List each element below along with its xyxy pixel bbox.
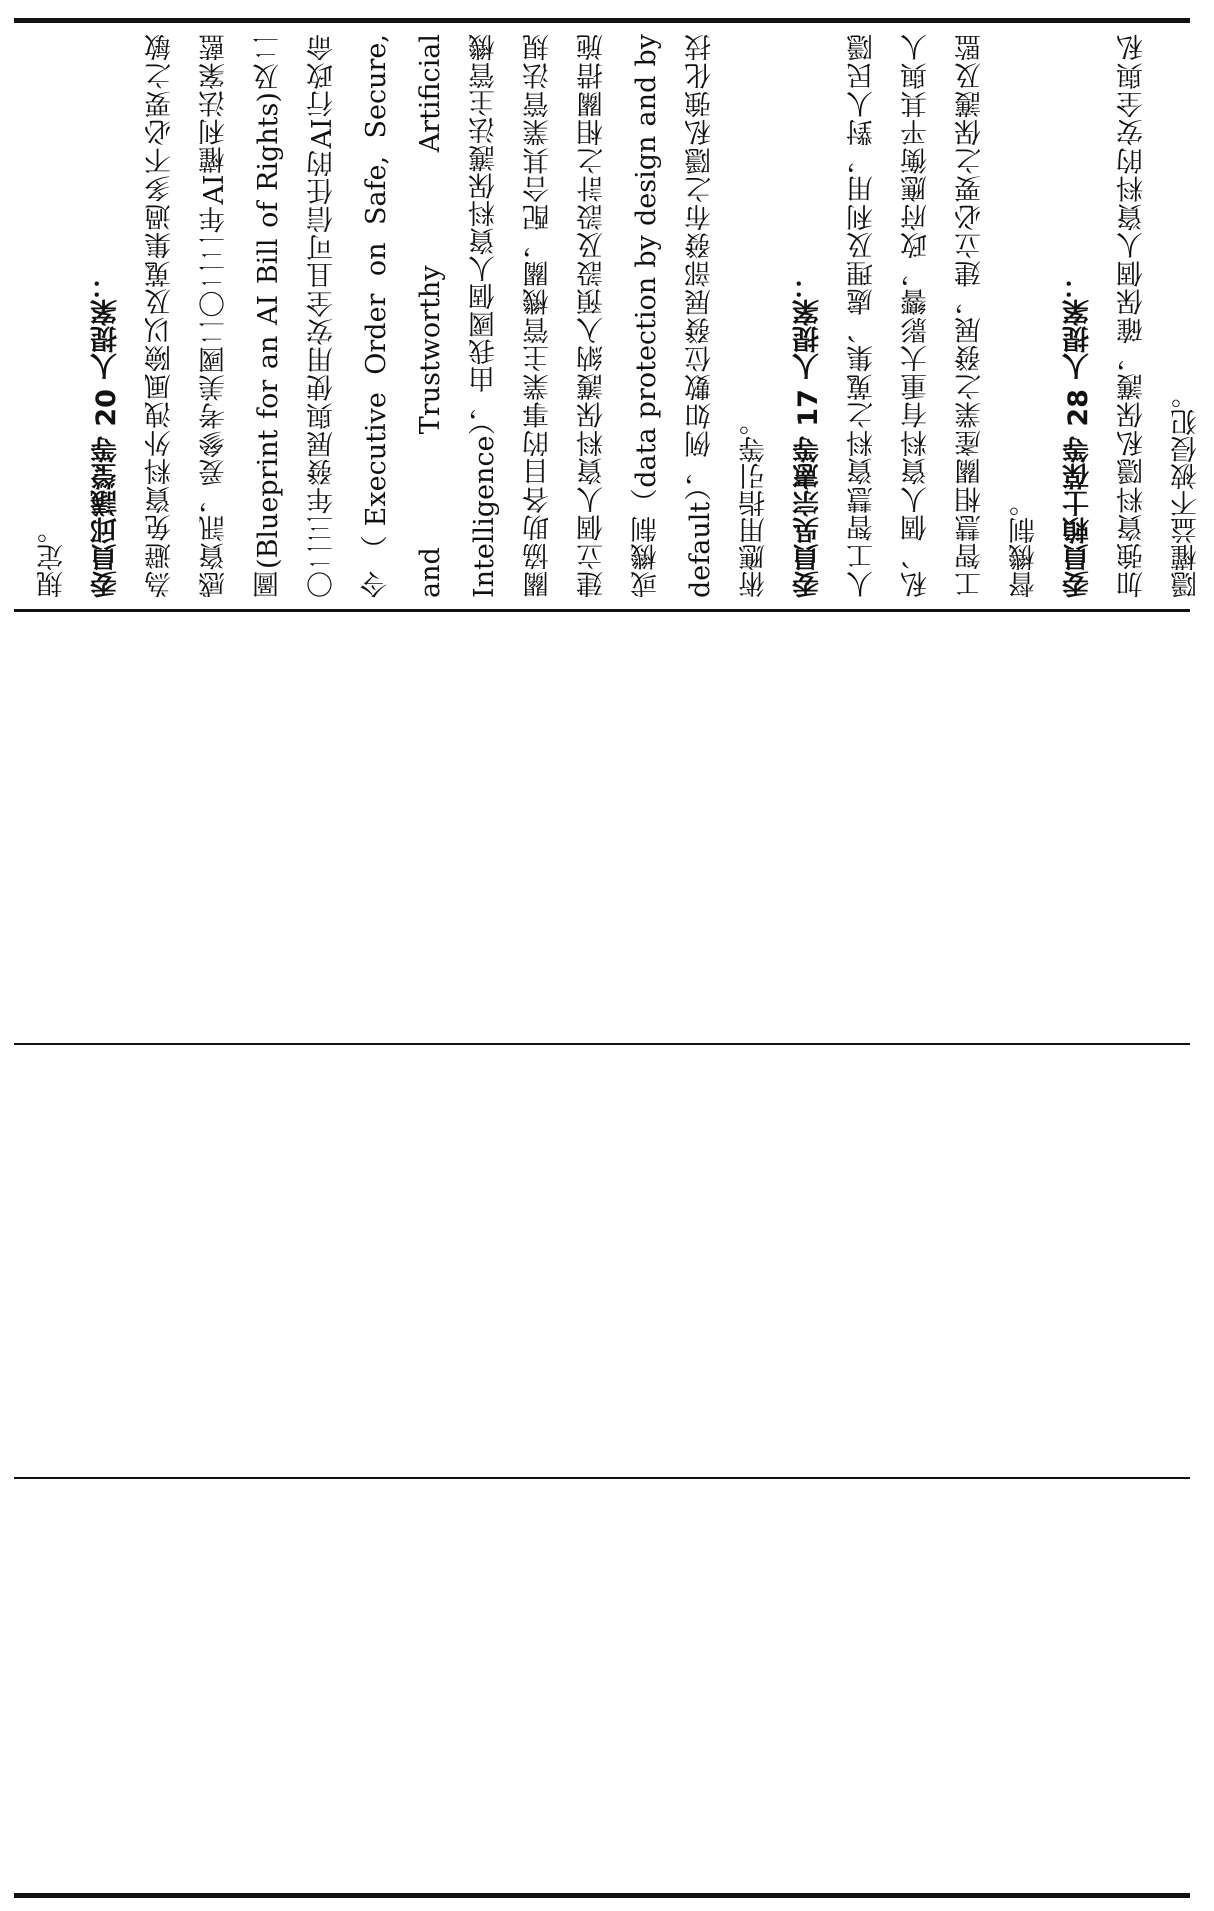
proposal-text-chiu: 為避免資料外洩風險以及蒐集過多不必要之敏感資訊，爰參考美國二〇二二年AI權利法案藍圖(Blueprint for an AI Bill of Rights)及二〇二三年發展與使用安全且可信任的AI行政命令（Executive Order on Safe, Secure, and Trustworthy Artificial Intelligence），由我國個人資料保護法主管機關協助各目的事業主管機關，配合其業管法規建立個人資料保護納入預設及設計之相關措施或機制（data protection by design and by default），例如數位發展部發布之隱私強化技術應用指引等。 [145,34,770,598]
table-row-divider-2 [14,1043,1190,1045]
table-row-divider-3 [14,1477,1190,1479]
table-bottom-border [14,1893,1190,1898]
table-cell-empty-1 [20,614,1184,1042]
proposal-heading-chiu: 委員邱議瑩等 20 人提案： [91,271,122,598]
proposal-text-wu: 人工智慧資料之蒐集、處理及利用，對人民隱私、個人資料有重大影響，政府應衡平其與人工智慧相關產業之發展，建立必要之保護及監督機制。 [847,34,1040,598]
table-cell-empty-3 [20,1481,1184,1891]
proposal-heading-lai: 委員賴士葆等 28 人提案： [1063,271,1094,598]
table-cell-proposals [20,26,1202,606]
proposal-text-lai: 加強資料隱私保護，確保個人資料的安全與私隱權益不被侵犯。 [1117,34,1202,598]
table-top-border [14,18,1190,23]
paragraph-continuation: 規定。 [37,517,68,598]
proposal-heading-wu: 委員吳宗憲等 17 人提案： [793,271,824,598]
table-cell-empty-2 [20,1047,1184,1475]
table-row-divider-1 [14,609,1190,612]
vertical-text-block [20,26,1202,606]
